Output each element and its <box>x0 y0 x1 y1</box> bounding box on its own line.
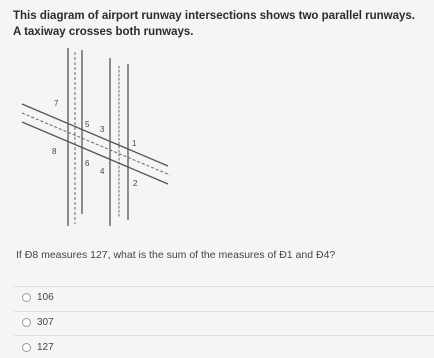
taxiway-edge-upper <box>22 104 168 166</box>
answer-option-3[interactable] <box>22 339 54 355</box>
angle-label-7: 7 <box>54 99 59 108</box>
radio-button[interactable] <box>22 318 31 327</box>
problem-intro: This diagram of airport runway intersections shows two parallel runways. A taxiway crosses both runways. <box>13 10 415 38</box>
radio-button[interactable] <box>22 343 31 352</box>
radio-button[interactable] <box>22 293 31 302</box>
angle-label-5: 5 <box>85 120 90 129</box>
angle-label-1: 1 <box>132 139 137 148</box>
angle-label-3: 3 <box>100 125 105 134</box>
runway-diagram <box>18 48 188 226</box>
taxiway-centerline <box>22 113 170 175</box>
option-label: 307 <box>37 316 54 328</box>
question-text: If Ð8 measures 127, what is the sum of the measures of Ð1 and Ð4? <box>16 249 336 261</box>
angle-label-4: 4 <box>100 167 105 176</box>
divider <box>14 311 434 312</box>
answer-option-2[interactable] <box>22 314 54 330</box>
angle-label-2: 2 <box>133 179 138 188</box>
taxiway-edge-lower <box>22 122 168 184</box>
divider <box>14 286 434 287</box>
option-label: 127 <box>37 341 54 353</box>
option-label: 106 <box>37 291 54 303</box>
divider <box>14 335 434 336</box>
angle-label-6: 6 <box>85 159 90 168</box>
answer-option-1[interactable] <box>22 289 54 305</box>
angle-label-8: 8 <box>52 147 57 156</box>
